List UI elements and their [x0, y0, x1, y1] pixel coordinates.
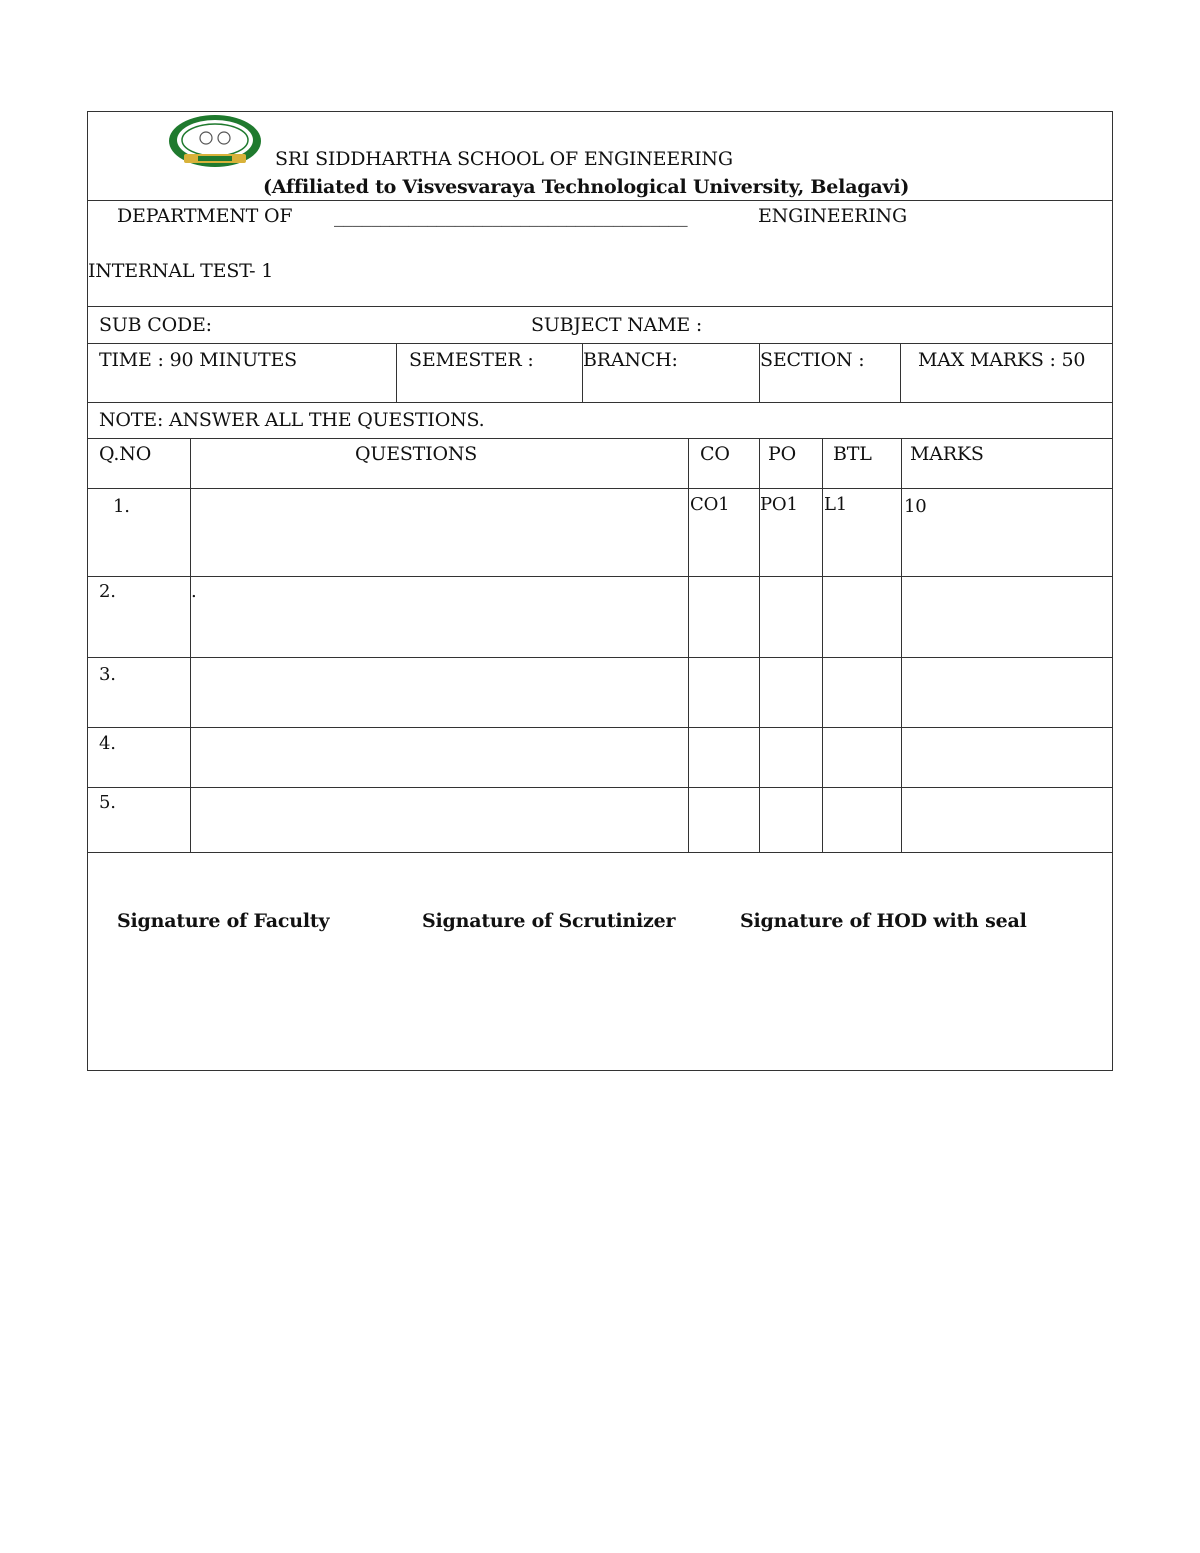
row-1-po: PO1: [760, 494, 798, 515]
time-field: TIME : 90 MINUTES: [99, 349, 297, 371]
test-title: INTERNAL TEST- 1: [88, 260, 274, 282]
header-btl: BTL: [833, 443, 872, 465]
section-field: SECTION :: [760, 349, 865, 371]
semester-field: SEMESTER :: [409, 349, 534, 371]
row-5-qno: 5.: [99, 792, 116, 813]
header-questions: QUESTIONS: [355, 443, 478, 465]
row-4-qno: 4.: [99, 733, 116, 754]
instructions-note: NOTE: ANSWER ALL THE QUESTIONS.: [99, 409, 485, 431]
department-label: DEPARTMENT OF: [117, 205, 293, 227]
department-blank: ______________________________________: [334, 205, 688, 227]
row-2-qno: 2.: [99, 581, 116, 602]
header-po: PO: [768, 443, 796, 465]
row-1-qno: 1.: [113, 496, 130, 517]
college-emblem-icon: [168, 114, 262, 168]
row-1-co: CO1: [690, 494, 730, 515]
row-3-qno: 3.: [99, 664, 116, 685]
row-2-question: .: [191, 581, 197, 602]
signature-scrutinizer: Signature of Scrutinizer: [422, 910, 676, 932]
signature-hod: Signature of HOD with seal: [740, 910, 1027, 932]
signature-faculty: Signature of Faculty: [117, 910, 330, 932]
department-suffix: ENGINEERING: [758, 205, 907, 227]
branch-field: BRANCH:: [583, 349, 678, 371]
header-qno: Q.NO: [99, 443, 152, 465]
affiliation: (Affiliated to Visvesvaraya Technological University, Belagavi): [263, 176, 910, 198]
row-1-marks: 10: [904, 496, 927, 517]
header-co: CO: [700, 443, 730, 465]
header-marks: MARKS: [910, 443, 984, 465]
max-marks-field: MAX MARKS : 50: [918, 349, 1086, 371]
sub-code-label: SUB CODE:: [99, 314, 212, 336]
subject-name-label: SUBJECT NAME :: [531, 314, 703, 336]
college-name: SRI SIDDHARTHA SCHOOL OF ENGINEERING: [275, 148, 733, 170]
row-1-btl: L1: [824, 494, 848, 515]
question-paper-form: [87, 111, 1113, 1071]
